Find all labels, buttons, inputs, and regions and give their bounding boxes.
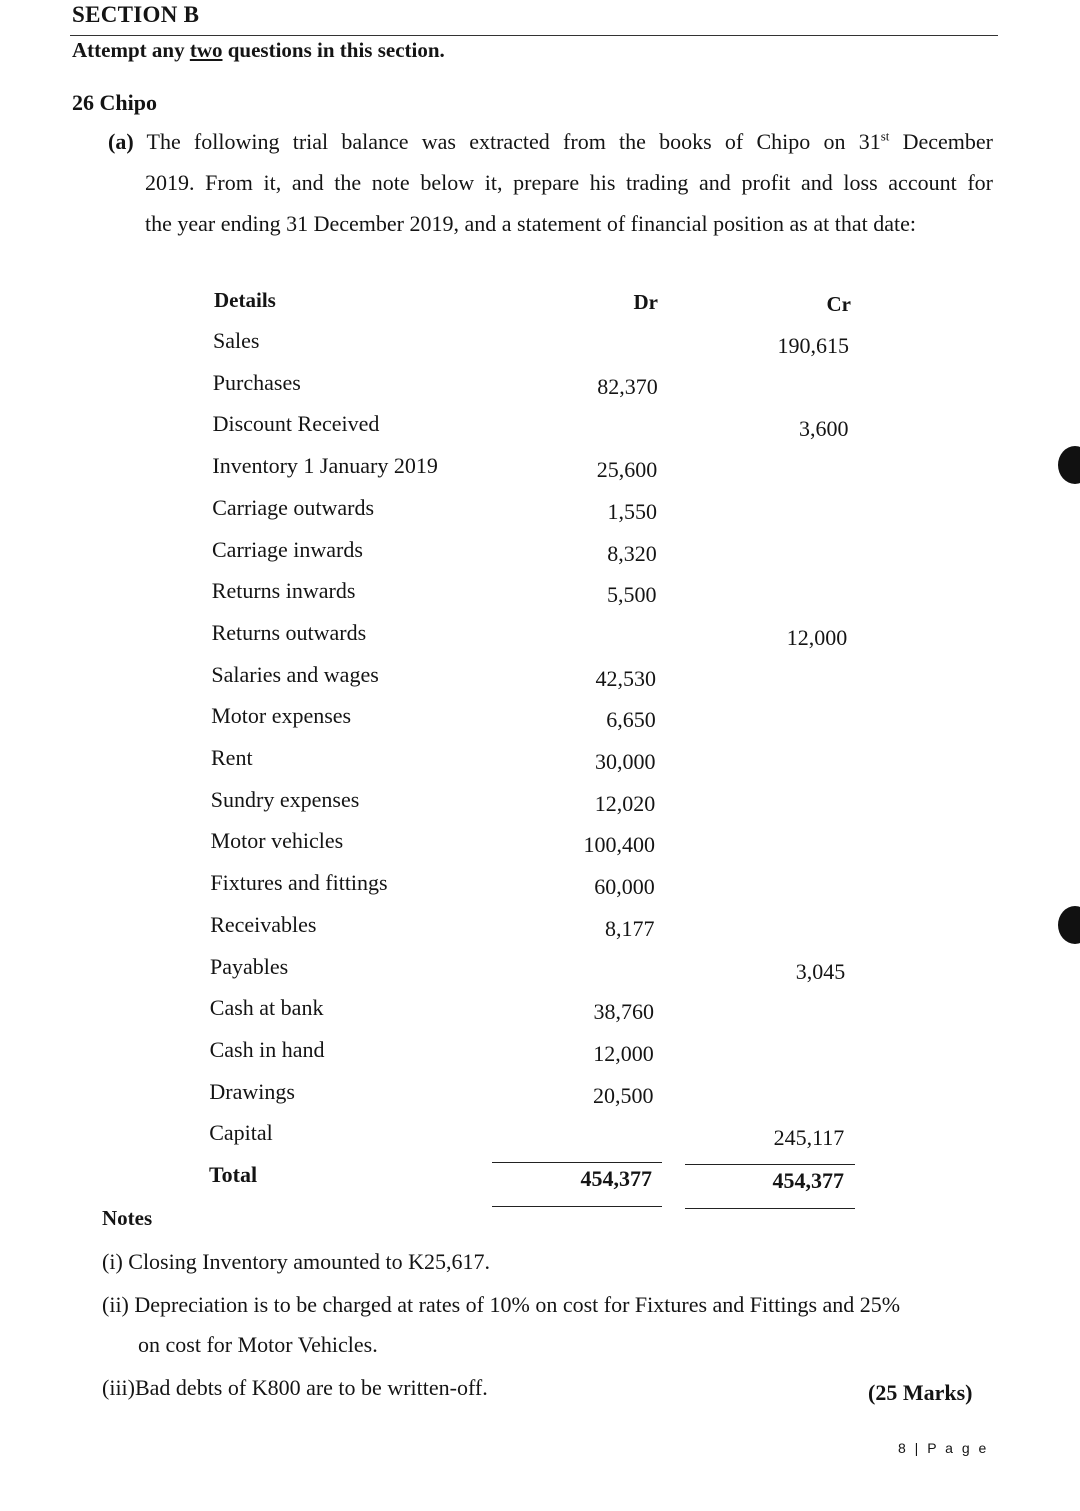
row-details: Carriage outwards: [212, 494, 375, 520]
row-details: Discount Received: [212, 411, 380, 437]
section-divider: [70, 35, 998, 36]
row-dr-amount: 100,400: [583, 832, 655, 858]
section-instruction: [72, 38, 445, 63]
row-details: Receivables: [210, 911, 317, 937]
total-label: Total: [209, 1162, 258, 1187]
row-dr-amount: 6,650: [606, 707, 656, 733]
marks-label: (25 Marks): [868, 1380, 973, 1405]
page-number: 8 | P a g e: [898, 1440, 989, 1456]
note-1: (i) Closing Inventory amounted to K25,617.: [102, 1249, 491, 1274]
row-dr-amount: 12,000: [593, 1040, 654, 1066]
row-details: Cash in hand: [209, 1036, 325, 1062]
instruction-pre: Attempt any: [72, 38, 190, 62]
question-line-1: [108, 121, 993, 162]
row-dr-amount: 30,000: [595, 749, 656, 774]
row-details: Fixtures and fittings: [210, 870, 388, 896]
row-cr-amount: 190,615: [777, 333, 849, 358]
total-dr: 454,377: [580, 1166, 652, 1191]
row-dr-amount: 5,500: [607, 582, 657, 608]
row-details: Inventory 1 January 2019: [212, 453, 438, 479]
binder-hole-mark: [1058, 446, 1080, 484]
question-text: [108, 121, 993, 244]
row-details: Motor expenses: [211, 703, 352, 729]
row-dr-amount: 8,177: [605, 915, 655, 941]
note-3: (iii)Bad debts of K800 are to be written-off.: [102, 1375, 488, 1400]
row-dr-amount: 42,530: [595, 665, 656, 691]
note-2-continued: on cost for Motor Vehicles.: [138, 1332, 378, 1357]
row-details: Capital: [209, 1120, 273, 1146]
question-line-3: the year ending 31 December 2019, and a statement of financial position as at that date:: [145, 211, 916, 236]
line1-superscript: st: [880, 128, 890, 144]
row-details: Rent: [211, 745, 253, 770]
dr-total-bottom-rule: [492, 1206, 662, 1207]
row-details: Carriage inwards: [212, 536, 363, 562]
row-dr-amount: 20,500: [593, 1082, 654, 1108]
row-dr-amount: 12,020: [594, 790, 656, 816]
instruction-post: questions in this section.: [222, 38, 445, 62]
row-details: Purchases: [212, 369, 301, 395]
row-details: Payables: [210, 953, 289, 979]
row-details: Drawings: [209, 1078, 295, 1104]
note-2: (ii) Depreciation is to be charged at rates of 10% on cost for Fixtures and Fittings and 25%: [102, 1292, 901, 1317]
total-cr: 454,377: [772, 1168, 844, 1193]
line1-text: The following trial balance was extracted from the books of Chipo on 31: [146, 129, 881, 154]
row-dr-amount: 1,550: [607, 498, 657, 524]
header-dr: Dr: [633, 290, 658, 314]
row-dr-amount: 60,000: [594, 874, 655, 900]
row-dr-amount: 25,600: [596, 457, 658, 483]
row-details: Sales: [213, 328, 260, 353]
line1-end: December: [889, 129, 994, 154]
row-details: Salaries and wages: [211, 661, 379, 687]
part-label: (a): [108, 129, 134, 154]
row-cr-amount: 12,000: [786, 624, 848, 650]
binder-hole-mark: [1058, 906, 1080, 944]
row-details: Returns outwards: [211, 619, 367, 645]
row-dr-amount: 82,370: [597, 373, 658, 399]
row-dr-amount: 38,760: [593, 999, 654, 1025]
row-details: Sundry expenses: [210, 786, 360, 812]
header-cr: Cr: [826, 292, 851, 316]
cr-total-bottom-rule: [685, 1208, 855, 1209]
row-dr-amount: 8,320: [607, 540, 657, 566]
cr-total-top-rule: [685, 1164, 855, 1165]
row-details: Motor vehicles: [210, 828, 344, 854]
row-cr-amount: 3,045: [795, 958, 846, 984]
row-details: Cash at bank: [209, 995, 324, 1021]
question-line-2: 2019. From it, and the note below it, prepare his trading and profit and loss account for: [145, 170, 993, 195]
row-cr-amount: 3,600: [799, 416, 849, 442]
row-details: Returns inwards: [211, 578, 356, 604]
header-details: Details: [214, 288, 276, 312]
instruction-emphasis: two: [189, 38, 223, 62]
row-cr-amount: 245,117: [773, 1125, 845, 1151]
dr-total-top-rule: [492, 1162, 662, 1163]
question-title: 26 Chipo: [72, 90, 157, 115]
notes-heading: Notes: [102, 1206, 153, 1230]
section-title: SECTION B: [72, 2, 200, 27]
